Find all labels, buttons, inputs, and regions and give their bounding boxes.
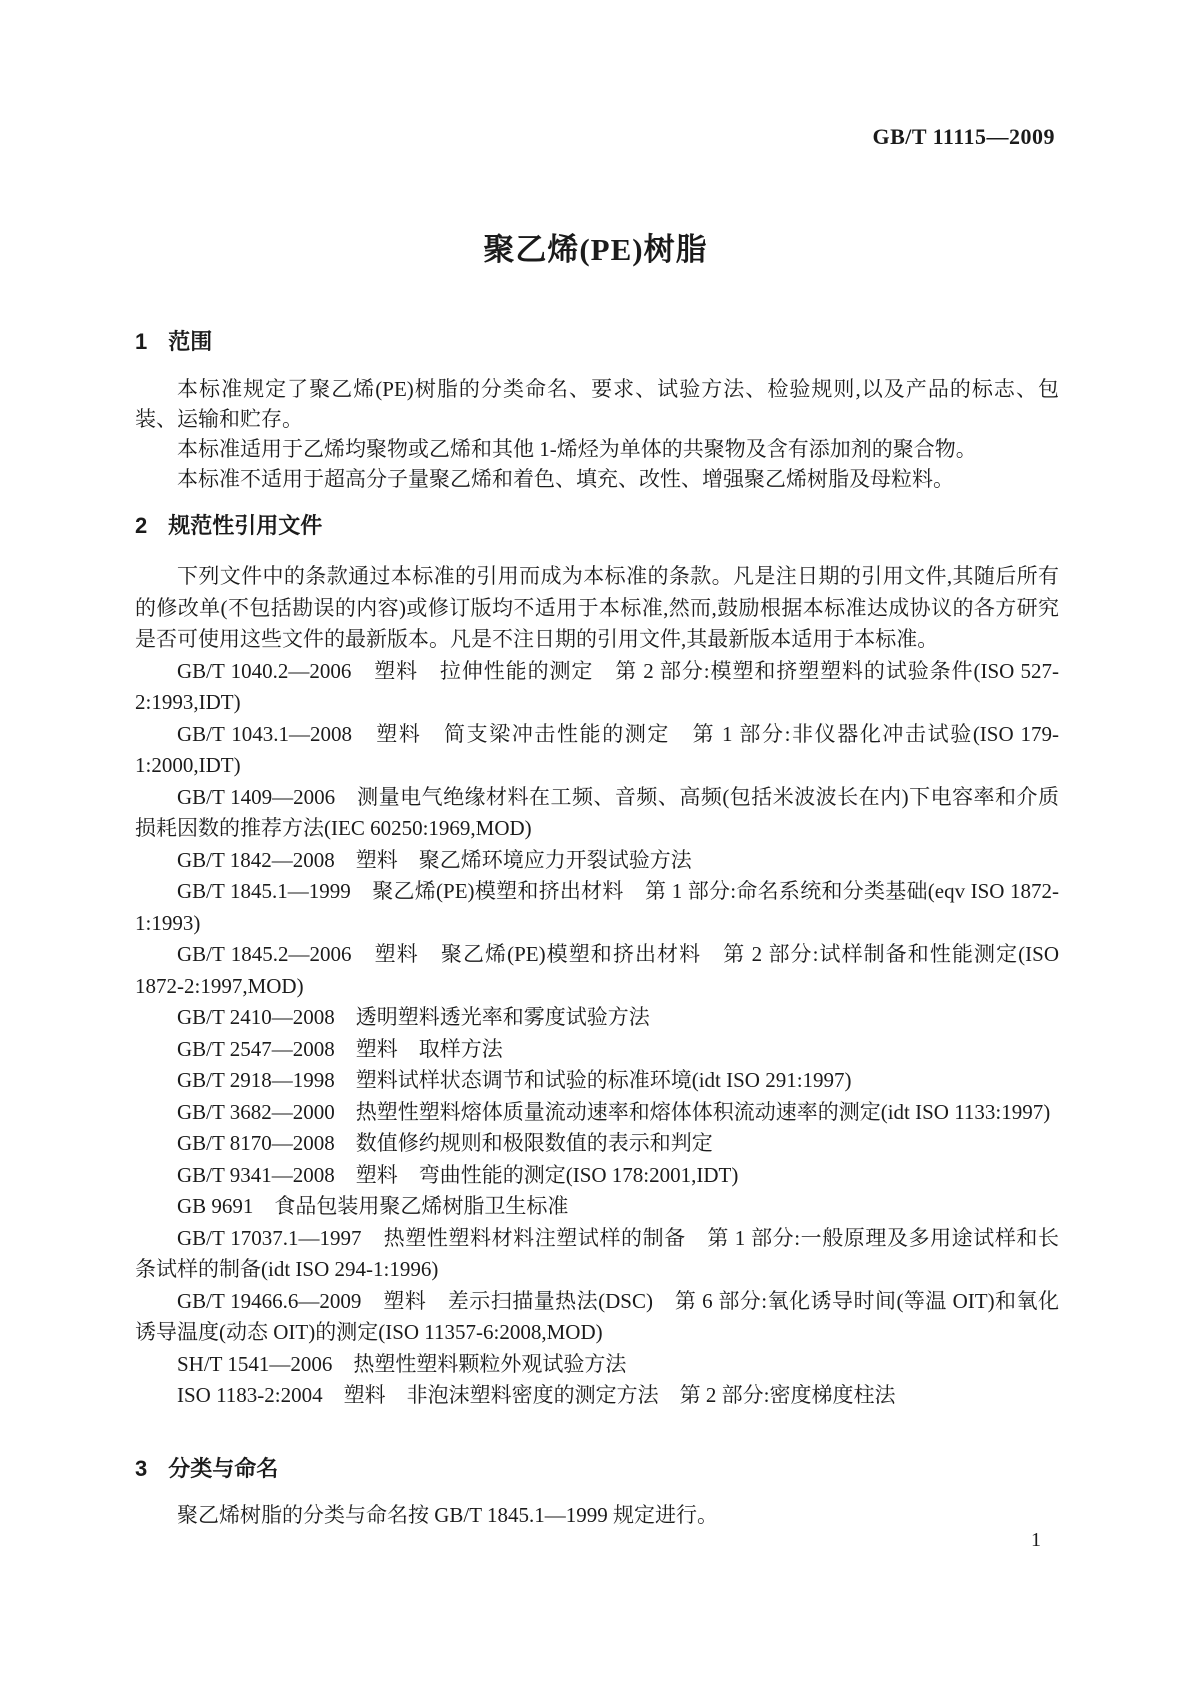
reference-item: GB 9691 食品包装用聚乙烯树脂卫生标准 <box>177 1194 569 1218</box>
section-2-title: 规范性引用文件 <box>168 513 323 538</box>
section-3-title: 分类与命名 <box>168 1456 279 1481</box>
section-3-number: 3 <box>135 1456 148 1481</box>
reference-item: GB/T 1040.2—2006 塑料 拉伸性能的测定 第 2 部分:模塑和挤塑塑料的试验条件(ISO 527-2:1993,IDT) <box>135 658 1059 714</box>
paragraph: 本标准不适用于超高分子量聚乙烯和着色、填充、改性、增强聚乙烯树脂及母粒料。 <box>177 467 954 491</box>
reference-item: GB/T 8170—2008 数值修约规则和极限数值的表示和判定 <box>177 1131 713 1155</box>
reference-item: GB/T 1842—2008 塑料 聚乙烯环境应力开裂试验方法 <box>177 847 692 872</box>
reference-item: GB/T 1845.1—1999 聚乙烯(PE)模塑和挤出材料 第 1 部分:命名系统和分类基础(eqv ISO 1872-1:1993) <box>135 879 1059 935</box>
section-1-number: 1 <box>135 329 148 354</box>
reference-item: GB/T 9341—2008 塑料 弯曲性能的测定(ISO 178:2001,IDT) <box>177 1162 739 1187</box>
reference-item: GB/T 1409—2006 测量电气绝缘材料在工频、音频、高频(包括米波波长在内)下电容率和介质损耗因数的推荐方法(IEC 60250:1969,MOD) <box>135 784 1059 840</box>
reference-item: GB/T 17037.1—1997 热塑性塑料材料注塑试样的制备 第 1 部分:一般原理及多用途试样和长条试样的制备(idt ISO 294-1:1996) <box>135 1225 1059 1281</box>
paragraph: 本标准规定了聚乙烯(PE)树脂的分类命名、要求、试验方法、检验规则,以及产品的标志、包装、运输和贮存。 <box>135 377 1059 431</box>
section-2-heading <box>135 514 322 538</box>
paragraph: 下列文件中的条款通过本标准的引用而成为本标准的条款。凡是注日期的引用文件,其随后所有的修改单(不包括勘误的内容)或修订版均不适用于本标准,然而,鼓励根据本标准达成协议的各方研究是否可使用这些文件的最新版本。凡是不注日期的引用文件,其最新版本适用于本标准。 <box>135 564 1059 651</box>
reference-item: GB/T 2918—1998 塑料试样状态调节和试验的标准环境(idt ISO 291:1997) <box>177 1068 852 1092</box>
reference-item: GB/T 19466.6—2009 塑料 差示扫描量热法(DSC) 第 6 部分:氧化诱导时间(等温 OIT)和氧化诱导温度(动态 OIT)的测定(ISO 11357-6:2008,MOD) <box>135 1288 1059 1344</box>
reference-item: GB/T 3682—2000 热塑性塑料熔体质量流动速率和熔体体积流动速率的测定(idt ISO 1133:1997) <box>177 1099 1051 1124</box>
section-2-body <box>135 561 1059 1412</box>
page-number: 1 <box>1031 1529 1041 1551</box>
paragraph: 聚乙烯树脂的分类与命名按 GB/T 1845.1—1999 规定进行。 <box>177 1503 718 1527</box>
document-title: 聚乙烯(PE)树脂 <box>483 232 708 267</box>
reference-item: ISO 1183-2:2004 塑料 非泡沫塑料密度的测定方法 第 2 部分:密度梯度柱法 <box>177 1383 896 1407</box>
section-1-body <box>135 374 1059 494</box>
section-3-body <box>135 1500 1059 1530</box>
reference-item: GB/T 2410—2008 透明塑料透光率和雾度试验方法 <box>177 1005 650 1029</box>
paragraph: 本标准适用于乙烯均聚物或乙烯和其他 1-烯烃为单体的共聚物及含有添加剂的聚合物。 <box>177 437 977 461</box>
section-1-title: 范围 <box>168 329 213 354</box>
section-2-number: 2 <box>135 513 148 538</box>
reference-item: GB/T 1845.2—2006 塑料 聚乙烯(PE)模塑和挤出材料 第 2 部分:试样制备和性能测定(ISO 1872-2:1997,MOD) <box>135 942 1059 998</box>
reference-item: GB/T 1043.1—2008 塑料 简支梁冲击性能的测定 第 1 部分:非仪器化冲击试验(ISO 179-1:2000,IDT) <box>135 721 1059 777</box>
reference-item: SH/T 1541—2006 热塑性塑料颗粒外观试验方法 <box>177 1351 627 1376</box>
section-1-heading <box>135 330 212 354</box>
reference-item: GB/T 2547—2008 塑料 取样方法 <box>177 1036 503 1061</box>
section-3-heading <box>135 1457 278 1481</box>
standard-code: GB/T 11115—2009 <box>872 124 1055 149</box>
